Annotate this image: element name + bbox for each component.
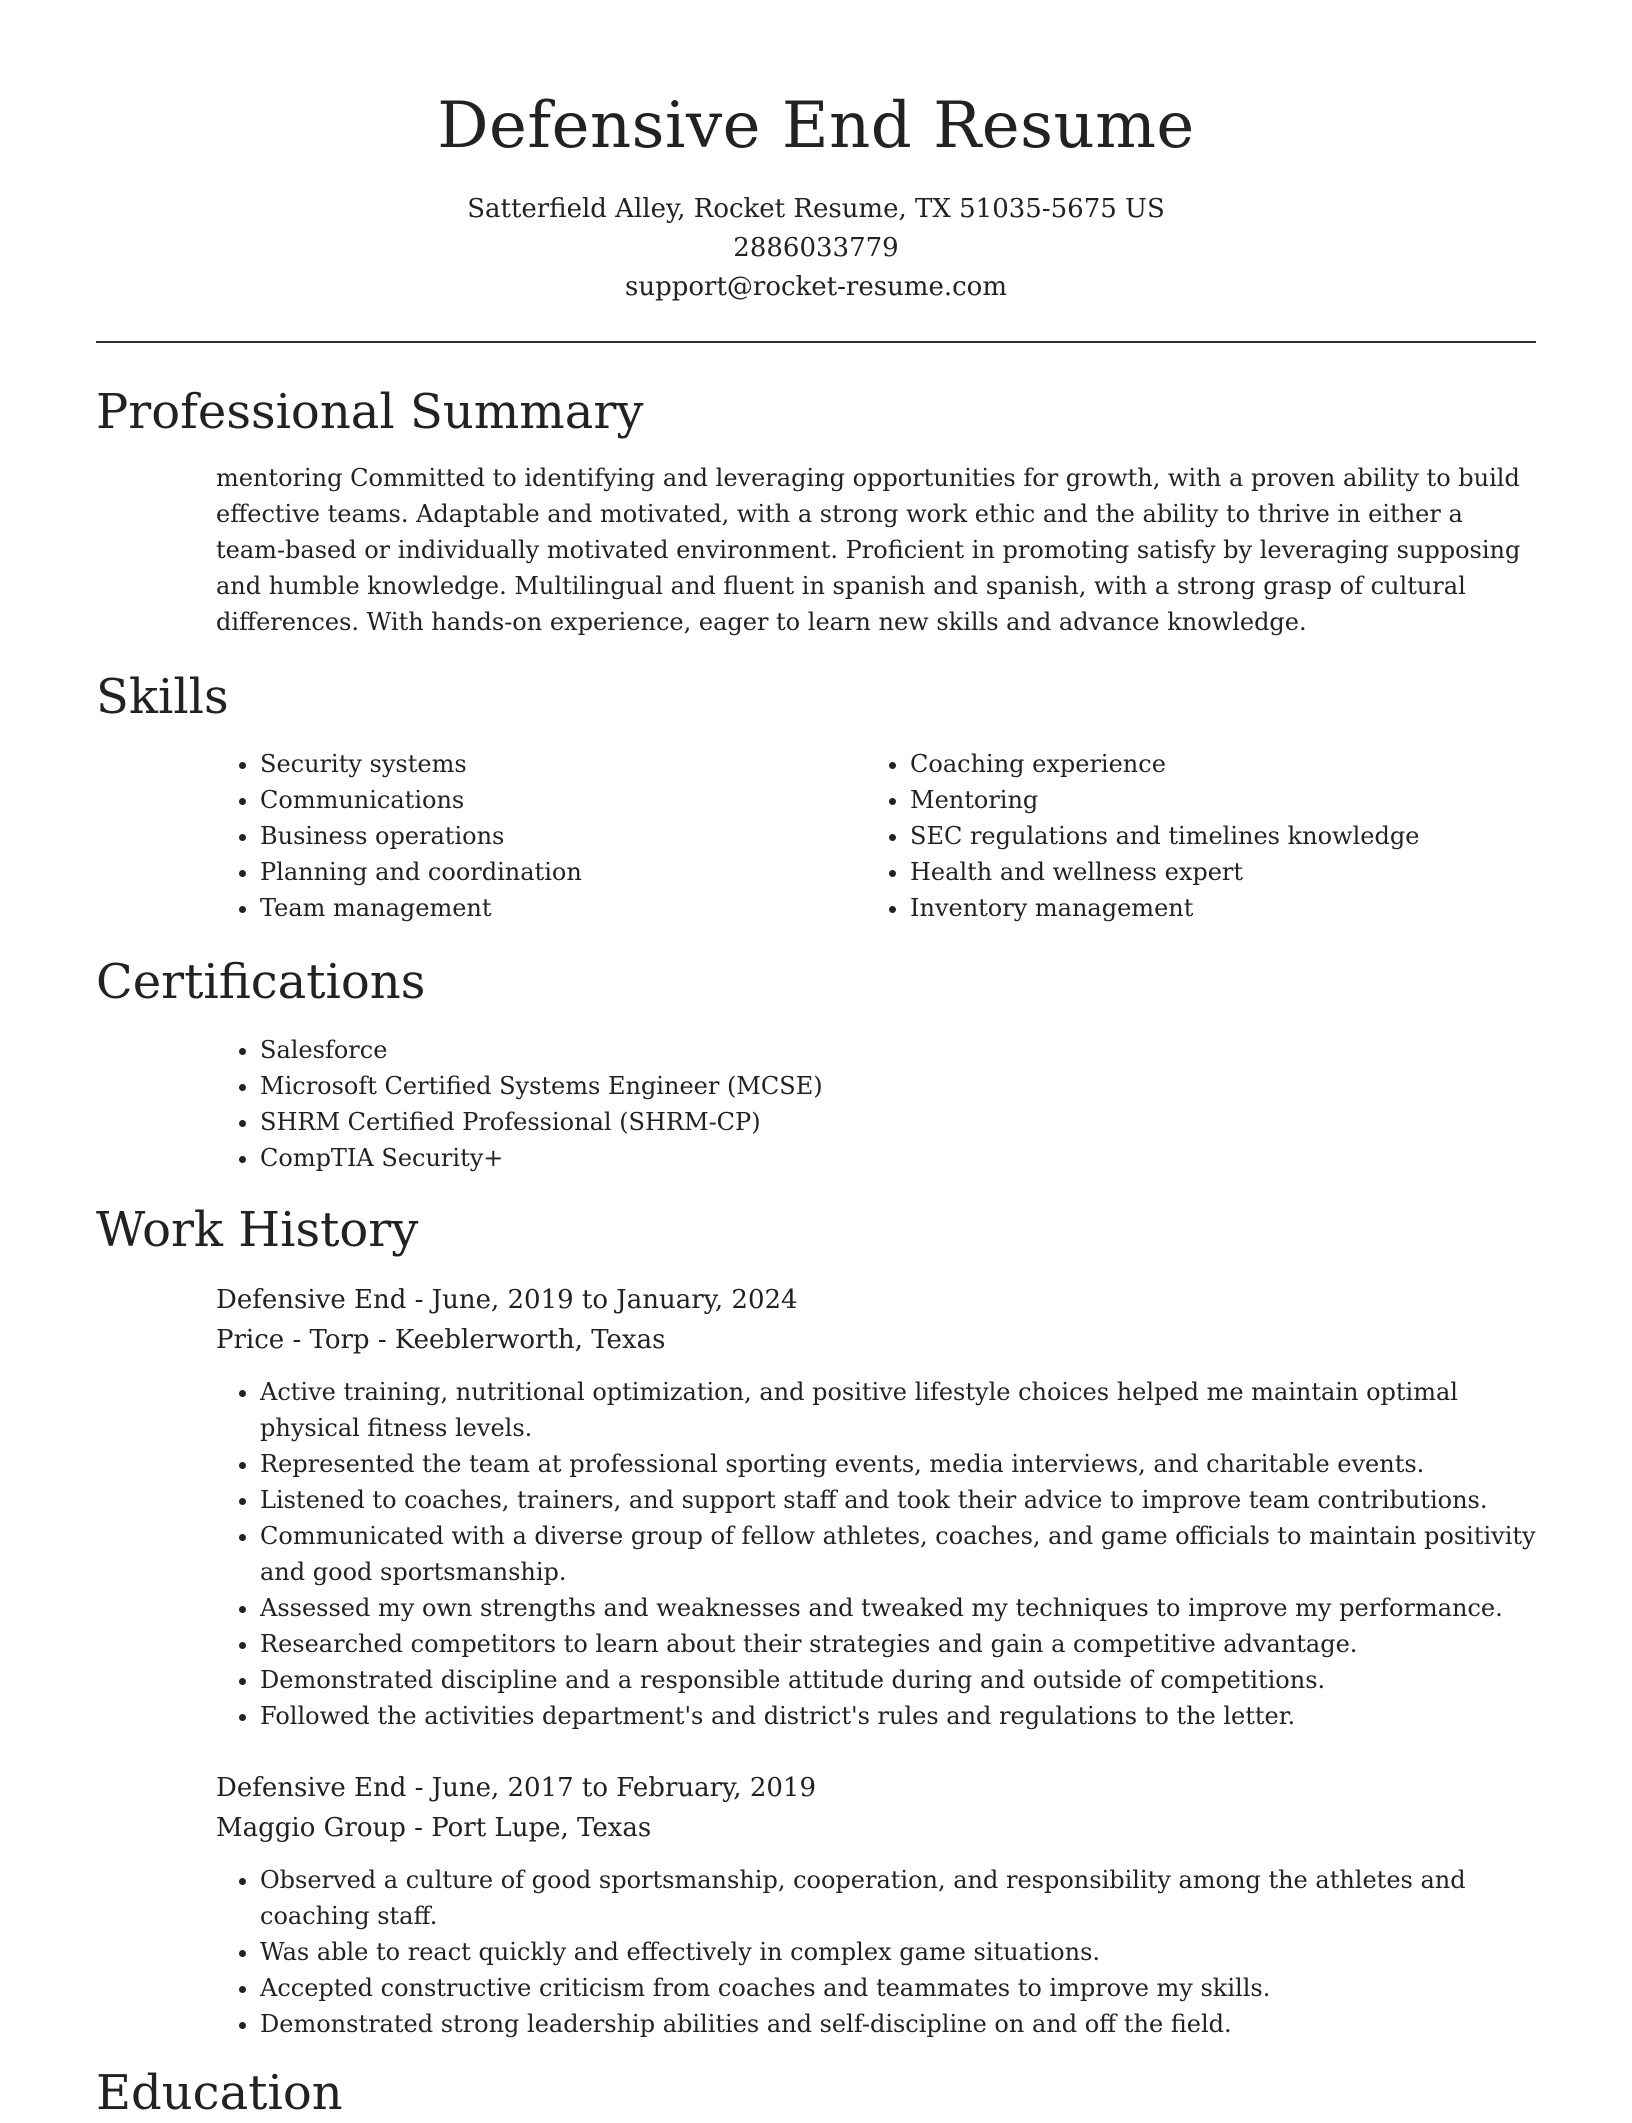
- skill-item: • Coaching experience: [910, 746, 1466, 782]
- job-bullet: • Represented the team at professional sporting events, media interviews, and charitable events.: [260, 1446, 1538, 1482]
- resume-header: [0, 0, 1632, 307]
- job-bullet: • Listened to coaches, trainers, and support staff and took their advice to improve team contributions.: [260, 1482, 1538, 1518]
- job-bullet: • Was able to react quickly and effectively in complex game situations.: [260, 1934, 1538, 1970]
- job-bullet: • Demonstrated discipline and a responsible attitude during and outside of competitions.: [260, 1662, 1538, 1698]
- skills-heading: Skills: [96, 669, 229, 725]
- skills-list-left: [216, 746, 816, 926]
- job-title-line: Defensive End - June, 2017 to February, 2019: [216, 1773, 816, 1803]
- job-title-line: Defensive End - June, 2019 to January, 2024: [216, 1285, 798, 1315]
- page-title: Defensive End Resume: [437, 89, 1195, 163]
- job-bullets: [216, 1374, 1538, 1734]
- header-divider: [96, 341, 1536, 343]
- certification-item: • CompTIA Security+: [260, 1140, 1416, 1176]
- certifications-list: [216, 1032, 1416, 1176]
- certification-item: • Microsoft Certified Systems Engineer (MCSE): [260, 1068, 1416, 1104]
- summary-heading: Professional Summary: [96, 384, 644, 440]
- job-company-line: Price - Torp - Keeblerworth, Texas: [216, 1325, 666, 1355]
- work-history-heading: Work History: [96, 1202, 419, 1258]
- contact-address: Satterfield Alley, Rocket Resume, TX 51035-5675 US: [467, 194, 1165, 224]
- job-bullets: [216, 1862, 1538, 2042]
- skills-column-right: [866, 746, 1466, 926]
- skill-item: • Planning and coordination: [260, 854, 816, 890]
- job-bullet: • Demonstrated strong leadership abilities and self-discipline on and off the field.: [260, 2006, 1538, 2042]
- job-bullet: • Assessed my own strengths and weaknesses and tweaked my techniques to improve my performance.: [260, 1590, 1538, 1626]
- certifications-heading: Certifications: [96, 954, 426, 1010]
- certification-item: • SHRM Certified Professional (SHRM-CP): [260, 1104, 1416, 1140]
- skill-item: • Team management: [260, 890, 816, 926]
- skills-list-right: [866, 746, 1466, 926]
- job-company-line: Maggio Group - Port Lupe, Texas: [216, 1813, 652, 1843]
- skill-item: • Inventory management: [910, 890, 1466, 926]
- skill-item: • Business operations: [260, 818, 816, 854]
- skill-item: • Communications: [260, 782, 816, 818]
- job-bullet: • Communicated with a diverse group of fellow athletes, coaches, and game officials to maintain positivity and good sportsmanship.: [260, 1518, 1538, 1590]
- job-bullet: • Accepted constructive criticism from coaches and teammates to improve my skills.: [260, 1970, 1538, 2006]
- skill-item: • Security systems: [260, 746, 816, 782]
- skill-item: • Health and wellness expert: [910, 854, 1466, 890]
- skills-column-left: [216, 746, 816, 926]
- job-entry: [216, 1768, 1538, 2042]
- job-bullet: • Observed a culture of good sportsmanship, cooperation, and responsibility among the athletes and coaching staff.: [260, 1862, 1538, 1934]
- contact-email: support@rocket-resume.com: [624, 272, 1007, 302]
- job-bullet: • Followed the activities department's and district's rules and regulations to the letter.: [260, 1698, 1538, 1734]
- contact-phone: 2886033779: [733, 233, 899, 263]
- contact-block: [0, 190, 1632, 307]
- education-heading: Education: [96, 2065, 343, 2121]
- certifications-block: [216, 1032, 1416, 1176]
- job-bullet: • Active training, nutritional optimization, and positive lifestyle choices helped me maintain optimal physical fitness levels.: [260, 1374, 1538, 1446]
- job-entry: [216, 1280, 1538, 1734]
- certification-item: • Salesforce: [260, 1032, 1416, 1068]
- skill-item: • Mentoring: [910, 782, 1466, 818]
- skill-item: • SEC regulations and timelines knowledge: [910, 818, 1466, 854]
- summary-text: mentoring Committed to identifying and leveraging opportunities for growth, with a proven ability to build effective teams. Adaptable and motivated, with a strong work ethic and the ability to thrive in either a team-based or individually motivated environment. Proficient in promoting satisfy by leveraging supposing and humble knowledge. Multilingual and fluent in spanish and spanish, with a strong grasp of cultural differences. With hands-on experience, eager to learn new skills and advance knowledge.: [216, 464, 1521, 636]
- job-bullet: • Researched competitors to learn about their strategies and gain a competitive advantage.: [260, 1626, 1538, 1662]
